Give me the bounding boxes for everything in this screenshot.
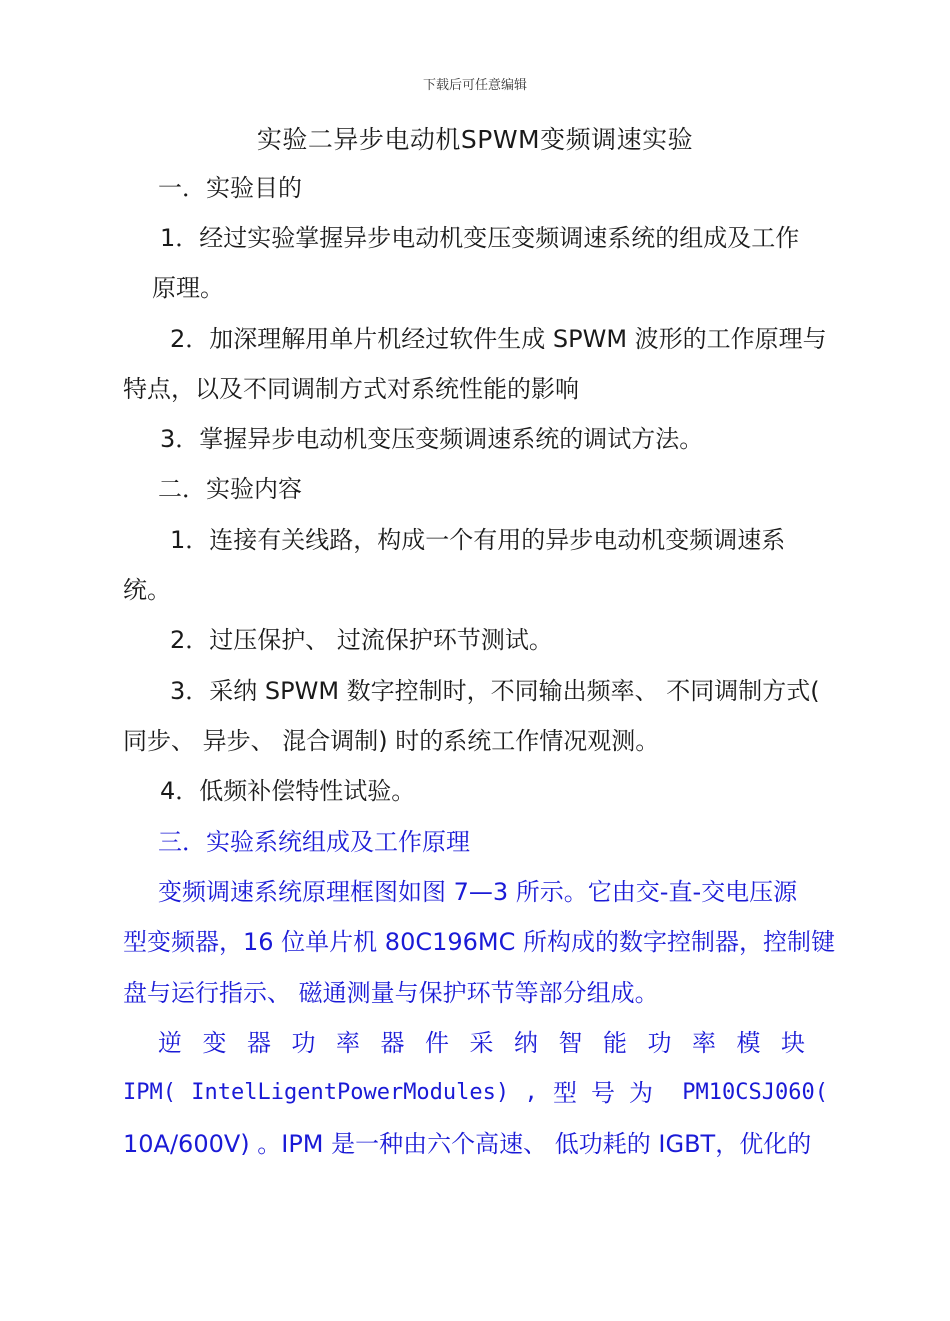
header-note: 下载后可任意编辑 (422, 78, 527, 93)
paragraph-line: 同步、 异步、 混合调制) 时的系统工作情况观测。 (123, 727, 660, 755)
text-fragment: 型号为 (552, 1079, 667, 1107)
text-fragment: IPM( (123, 1080, 176, 1105)
paragraph-line: 2．加深理解用单片机经过软件生成 SPWM 波形的工作原理与 (170, 325, 827, 353)
paragraph-line: 1．经过实验掌握异步电动机变压变频调速系统的组成及工作 (160, 224, 800, 252)
paragraph-line-justified (123, 1077, 828, 1109)
paragraph-line: 3．掌握异步电动机变压变频调速系统的调试方法。 (160, 425, 704, 453)
section-heading-3: 三．实验系统组成及工作原理 (158, 828, 470, 856)
paragraph-line: 2．过压保护、 过流保护环节测试。 (170, 626, 553, 654)
section-heading-2: 二．实验内容 (158, 475, 302, 503)
paragraph-line: 4．低频补偿特性试验。 (160, 777, 416, 805)
paragraph-line: 变频调速系统原理框图如图 7—3 所示。它由交-直-交电压源 (158, 878, 798, 906)
paragraph-line: 3．采纳 SPWM 数字控制时，不同输出频率、 不同调制方式( (170, 677, 820, 705)
paragraph-line-justified: 逆变器功率器件采纳智能功率模块 (158, 1029, 826, 1057)
text-fragment: IntelLigentPowerModules) (191, 1080, 510, 1105)
text-fragment: , (524, 1080, 538, 1105)
paragraph-line: 型变频器，16 位单片机 80C196MC 所构成的数字控制器，控制键 (123, 928, 835, 956)
paragraph-line: 1．连接有关线路，构成一个有用的异步电动机变频调速系 (170, 526, 786, 554)
paragraph-line: 统。 (123, 576, 171, 604)
paragraph-line: 原理。 (152, 274, 224, 302)
paragraph-line: 盘与运行指示、 磁通测量与保护环节等部分组成。 (123, 979, 659, 1007)
text-fragment: PM10CSJ060( (682, 1080, 828, 1105)
paragraph-line: 特点，以及不同调制方式对系统性能的影响 (123, 375, 579, 403)
page-title: 实验二异步电动机SPWM变频调速实验 (256, 125, 694, 154)
paragraph-line: 10A/600V) 。IPM 是一种由六个高速、 低功耗的 IGBT，优化的 (123, 1130, 812, 1158)
section-heading-1: 一．实验目的 (158, 174, 302, 202)
